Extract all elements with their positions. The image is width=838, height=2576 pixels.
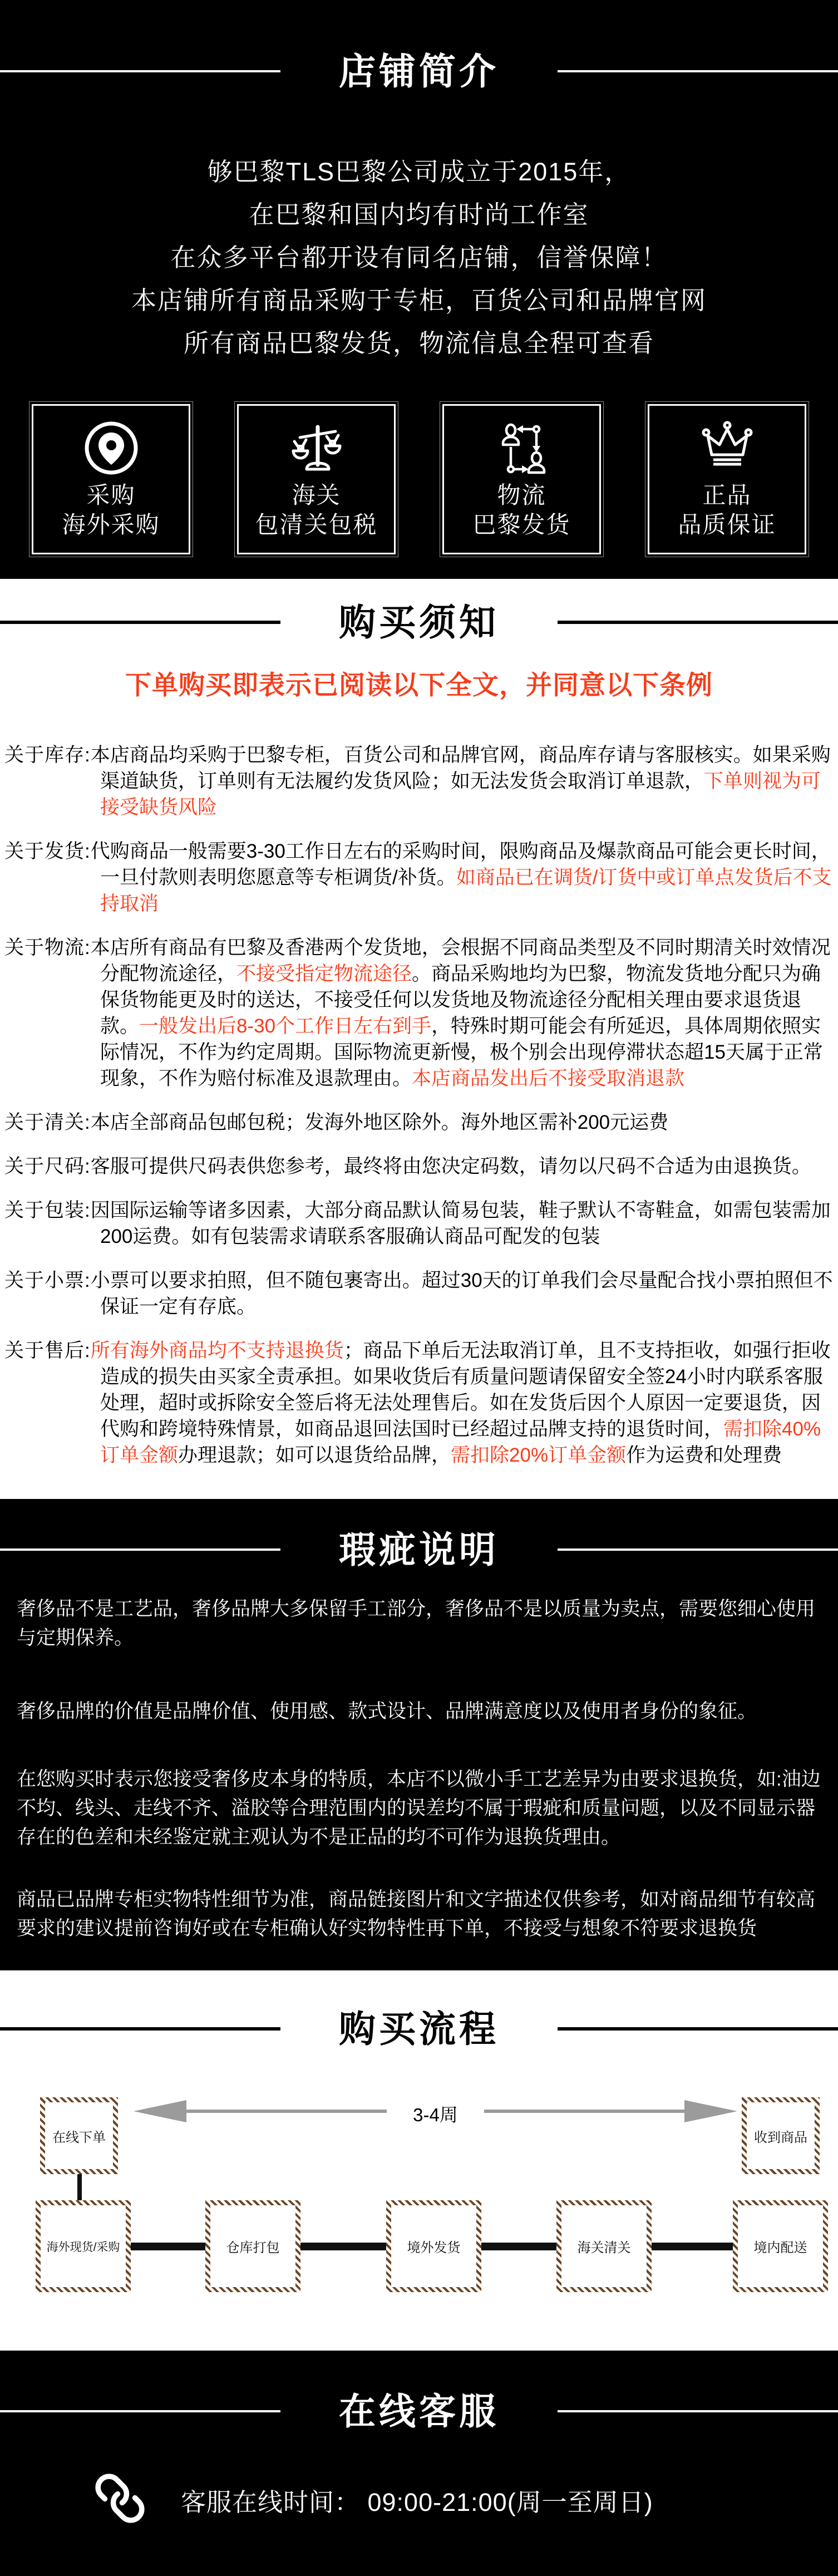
notice-text-highlight: 下单则视为可接受缺货风险 [100,770,821,818]
defect-paragraph: 奢侈品牌的价值是品牌价值、使用感、款式设计、品牌满意度以及使用者身份的象征。 [17,1700,757,1722]
notice-text: ，特殊时期可能会有所延迟，具体周期依照实际情况，不作为约定周期。国际物流更新慢，极个别会出现停滞状态超15天属于正常现象，不作为赔付标准及退款理由。 [100,1015,823,1089]
feature-label [62,480,160,539]
title-rule-right [558,1548,838,1551]
defect-statement-section [0,1499,838,1970]
purchase-notice-title: 购买须知 [339,602,499,643]
service-title: 在线客服 [339,2391,499,2432]
flow-box-domestic-delivery [733,2200,828,2292]
notice-text: ；商品下单后无法取消订单，且不支持拒收，如强行拒收造成的损失由买家全责承担。如果收货后有质量问题请保留安全签24小时内联系客服处理，超时或拆除安全签后将无法处理售后。如在发货后因个人原因一定要退货，因代购和跨境特殊情景，如商品退回法国时已经超过品牌支持的退货时间， [100,1340,831,1440]
intro-line: 在众多平台都开设有同名店铺，信誉保障！ [170,243,668,272]
defect-title-row [0,1526,838,1574]
service-hours: 客服在线时间： 09:00-21:00(周一至周日) [181,2487,653,2516]
chain-link-icon [93,2472,146,2528]
flow-box-label: 海外现货/采购 [41,2205,126,2287]
title-rule-left [0,1548,280,1551]
feature-label-line2: 海外采购 [62,512,160,538]
notice-text: 代购商品一般需要3-30工作日左右的采购时间，限购商品及爆款商品可能会更长时间，一旦付款则表明您愿意等专柜调货/补货。 [90,840,831,888]
notice-label: 关于尺码: [4,1156,91,1177]
duration-label: 3-4周 [413,2105,458,2125]
flow-box-receive [742,2097,820,2174]
notice-text: 本店全部商品包邮包税；发海外地区除外。海外地区需补200元运费 [90,1112,669,1133]
feature-label-line2: 包清关包税 [255,512,378,538]
store-intro-text [0,150,838,365]
feature-label-line2: 巴黎发货 [472,512,571,538]
logistics-flow-icon [494,418,550,478]
notice-text: 作为运费和处理费 [626,1444,782,1466]
flow-box-customs-clear [556,2200,652,2292]
feature-box-logistics [442,404,601,554]
intro-line: 在巴黎和国内均有时尚工作室 [249,200,589,229]
customer-service-section [0,2351,838,2576]
flow-connector [652,2243,733,2250]
feature-label [255,480,377,539]
feature-box-authentic [648,404,806,554]
notice-list [0,742,838,1468]
title-rule-left [0,2410,280,2412]
flow-box-overseas-ship [386,2200,481,2292]
flow-connector-vertical [77,2174,82,2200]
flow-box-label: 仓库打包 [210,2205,295,2287]
notice-text-highlight: 不接受指定物流途径 [236,963,412,985]
flow-connector [300,2243,386,2250]
notice-item [4,838,836,917]
process-title: 购买流程 [339,2008,499,2049]
feature-boxes [0,404,838,554]
notice-label: 关于售后: [4,1340,91,1361]
notice-item [4,1153,836,1179]
notice-item [4,1197,836,1250]
notice-text: 本店所有商品有巴黎及香港两个发货地，会根据不同商品类型及不同时期清关时效情况分配物流途径， [90,937,831,985]
notice-text-highlight: 所有海外商品均不支持退换货 [90,1340,344,1361]
flow-box-order [40,2097,118,2174]
notice-label: 关于库存: [4,744,91,766]
notice-text: 客服可提供尺码表供您参考，最终将由您决定码数，请勿以尺码不合适为由退换货。 [90,1156,811,1177]
notice-text-highlight: 如商品已在调货/订货中或订单点发货后不支持取消 [100,867,832,915]
notice-label: 关于清关: [4,1112,91,1133]
flow-box-label: 境外发货 [391,2205,476,2287]
store-intro-section [0,0,838,579]
defect-paragraph: 商品已品牌专柜实物特性细节为准，商品链接图片和文字描述仅供参考，如对商品细节有较高要求的建议提前咨询好或在专柜确认好实物特性再下单，不接受与想象不符要求退换货 [17,1889,816,1939]
store-intro-title: 店铺简介 [339,51,499,92]
feature-label-line1: 正品 [702,482,752,508]
flow-box-label: 收到商品 [747,2102,815,2169]
flow-connector [131,2243,205,2250]
feature-label-line1: 物流 [497,482,546,508]
feature-label-line1: 采购 [86,482,136,508]
notice-text-highlight: 一般发出后8-30个工作日左右到手 [139,1015,432,1037]
intro-line: 本店铺所有商品采购于专柜，百货公司和品牌官网 [131,286,707,314]
process-flowchart [0,1970,838,2351]
title-rule-right [558,621,838,624]
notice-label: 关于发货: [4,840,91,862]
defect-paragraph: 在您购买时表示您接受奢侈皮本身的特质，本店不以微小手工艺差异为由要求退换货，如:油边不均、线头、走线不齐、溢胶等合理范围内的误差均不属于瑕疵和质量问题，以及不同显示器存在的色差和未经鉴定就主观认为不是正品的均不可作为退换货理由。 [17,1768,821,1848]
flow-box-label: 境内配送 [738,2205,823,2287]
defect-paragraph: 奢侈品不是工艺品，奢侈品牌大多保留手工部分，奢侈品不是以质量为卖点，需要您细心使用与定期保养。 [17,1598,816,1649]
feature-label-line1: 海关 [292,482,341,508]
notice-text: 本店商品均采购于巴黎专柜，百货公司和品牌官网，商品库存请与客服核实。如果采购渠道缺货，订单则有无法履约发货风险；如无法发货会取消订单退款， [90,744,831,792]
crown-icon [699,418,755,478]
flow-box-overseas-purchase [36,2200,131,2292]
notice-item [4,1338,836,1468]
notice-item [4,742,836,820]
notice-item [4,935,836,1092]
intro-line: 所有商品巴黎发货，物流信息全程可查看 [183,329,654,357]
purchase-notice-section [0,579,838,1499]
title-rule-left [0,621,280,624]
feature-box-customs [237,404,396,554]
flow-box-label: 海关清关 [561,2205,647,2287]
flow-connector [481,2243,556,2250]
service-title-row [0,2387,838,2435]
notice-text: 。商品采购地均为巴黎，物流发货地分配只为确保货物能更及时的送达，不接受任何以发货地及物流途径分配相关理由要求退货退款。 [100,963,821,1037]
notice-text-highlight: 本店商品发出后不接受取消退款 [412,1068,685,1089]
flow-box-label: 在线下单 [45,2102,113,2169]
title-rule-right [558,70,838,72]
notice-text: 小票可以要求拍照，但不随包裹寄出。超过30天的订单我们会尽量配合找小票拍照但不保证一定有存底。 [90,1270,833,1318]
service-contact-row [0,2472,838,2528]
feature-label [472,480,570,539]
location-pin-icon [83,418,139,478]
feature-box-purchase [32,404,190,554]
notice-text-highlight: 需扣除40%订单金额 [100,1418,821,1466]
title-rule-left [0,70,280,72]
defect-title: 瑕疵说明 [339,1529,499,1570]
feature-label [678,480,776,539]
notice-item [4,1109,836,1135]
feature-label-line2: 品质保证 [678,512,776,538]
notice-text-highlight: 需扣除20%订单金额 [451,1444,627,1466]
notice-label: 关于物流: [4,937,91,958]
store-intro-title-row [0,47,838,95]
defect-paragraphs [0,1595,838,1943]
notice-item [4,1267,836,1320]
intro-line: 够巴黎TLS巴黎公司成立于2015年， [207,158,631,186]
notice-text: 因国际运输等诸多因素，大部分商品默认简易包装，鞋子默认不寄鞋盒，如需包装需加200运费。如有包装需求请联系客服确认商品可配发的包装 [90,1199,831,1247]
purchase-process-section [0,1970,838,2351]
notice-label: 关于小票: [4,1270,91,1291]
title-rule-right [558,2410,838,2412]
scales-icon [289,418,344,478]
notice-text: 办理退款；如可以退货给品牌， [178,1444,451,1466]
notice-title-row [0,598,838,646]
notice-label: 关于包装: [4,1199,91,1221]
flow-box-warehouse-pack [205,2200,300,2292]
notice-subtitle: 下单购买即表示已阅读以下全文，并同意以下条例 [125,670,713,700]
